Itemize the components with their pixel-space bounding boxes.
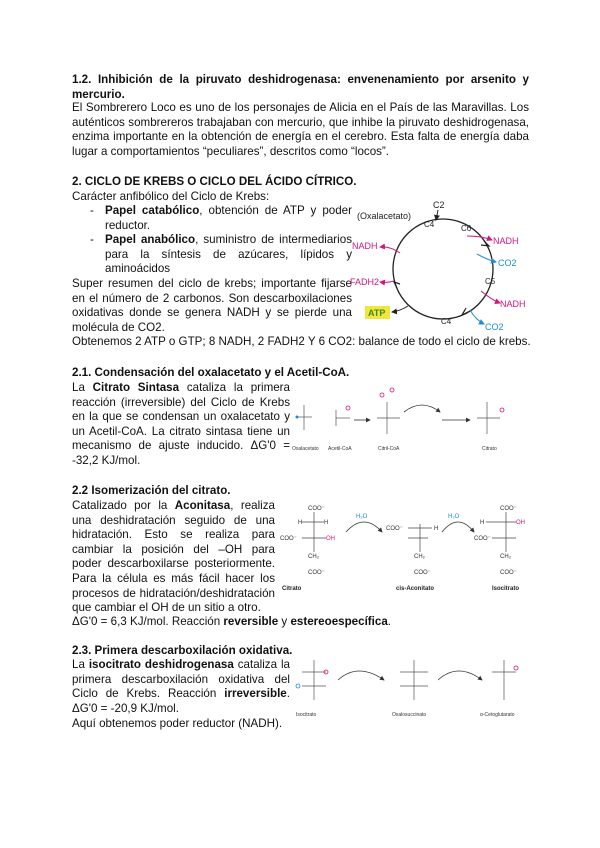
c5-label: C5 — [485, 277, 496, 286]
chem-label: COO⁻ — [474, 536, 491, 542]
chem-label: OH — [516, 520, 525, 526]
list-item: - Papel anabólico, suministro de intermediarios para la síntesis de azúcares, lípidos y aminoácidos — [90, 233, 352, 276]
section-2-1-body: La Citrato Sintasa cataliza la primera reacción (irreversible) del Ciclo de Krebs en la que se condensan un oxalacetato y un Acetil-CoA. La citrato sintasa tiene un mecanismo de ajuste inducido. ΔG'0 = -32,2 KJ/mol. — [72, 381, 290, 467]
section-2-2-title: 2.2 Isomerización del citrato. — [72, 484, 231, 497]
chem-label: CH₂ — [414, 554, 425, 560]
krebs-summary: Super resumen del ciclo de krebs; importante fijarse en el número de 2 carbonos. Son descarboxilaciones oxidativas donde se genera NADH y se pierde una molécula de CO2. — [72, 277, 352, 334]
section-2-3-title: 2.3. Primera descarboxilación oxidativa. — [72, 644, 293, 657]
c4b-label: C4 — [441, 317, 452, 326]
chem-label: Citrato — [282, 586, 302, 592]
atp-label: ATP — [368, 308, 386, 318]
cycle-circle — [393, 219, 493, 319]
chem-label: Oxalacetato — [292, 446, 319, 452]
section-2-1-title: 2.1. Condensación del oxalacetato y el Acetil-CoA. — [72, 366, 350, 379]
chem-label: α-Cetoglutarato — [480, 712, 515, 718]
chem-label: COO⁻ — [500, 506, 517, 512]
aconitase-reaction — [278, 500, 533, 595]
c4-label: C4 — [424, 220, 435, 229]
chem-label: H — [434, 526, 439, 532]
chem-label: cis-Aconitato — [396, 586, 435, 592]
chem-label: OH — [326, 536, 335, 542]
krebs-cycle-diagram — [350, 196, 536, 336]
chem-label: H — [298, 520, 303, 526]
chem-label: H — [480, 520, 485, 526]
chem-label: COO⁻ — [308, 570, 325, 576]
co2-label: CO2 — [485, 322, 504, 332]
section-2-intro: Carácter anfibólico del Ciclo de Krebs: — [72, 190, 270, 203]
chem-label: H₂O — [448, 514, 460, 520]
nadh-label: NADH — [352, 241, 378, 251]
chem-label: Oxalosuccinato — [392, 712, 427, 718]
isocitrate-dehydrogenase-reaction — [292, 650, 532, 720]
chem-label: H — [324, 520, 329, 526]
list-item: - Papel catabólico, obtención de ATP y poder reductor. — [90, 204, 352, 232]
chem-label: CH₂ — [308, 554, 319, 560]
chem-label: COO⁻ — [280, 536, 297, 542]
c2-label: C2 — [433, 200, 445, 210]
chem-label: Isocitrato — [492, 586, 520, 592]
section-1-2-title: 1.2. Inhibición de la piruvato deshidrogenasa: envenenamiento por arsenito y mercurio. — [72, 73, 529, 101]
c6-label: C6 — [461, 224, 472, 233]
section-2-title: 2. CICLO DE KREBS O CICLO DEL ÁCIDO CÍTRICO. — [72, 175, 357, 188]
chem-label: COO⁻ — [386, 526, 403, 532]
co2-label: CO2 — [498, 258, 517, 268]
section-2-3-body: La isocitrato deshidrogenasa cataliza la primera descarboxilación oxidativa del Ciclo de Krebs. Reacción irreversible. ΔG'0 = -20,9 KJ/mol. — [72, 658, 290, 715]
chem-label: Acetil-CoA — [328, 446, 352, 452]
chem-label: CH₂ — [500, 554, 511, 560]
section-2-3-note: Aquí obtenemos poder reductor (NADH). — [72, 717, 283, 730]
citrate-synthase-reaction — [292, 380, 532, 455]
section-2-2-energy: ΔG'0 = 6,3 KJ/mol. Reacción reversible y estereoespecífica. — [72, 615, 392, 628]
chem-label: Citril-CoA — [378, 446, 400, 452]
amphibolic-list — [72, 204, 352, 277]
chem-label: Isocitrato — [296, 712, 317, 718]
chem-label: COO⁻ — [308, 506, 325, 512]
chem-label: Citrato — [482, 446, 497, 452]
chem-label: H₂O — [356, 514, 368, 520]
chem-label: COO⁻ — [414, 570, 431, 576]
krebs-balance: Obtenemos 2 ATP o GTP; 8 NADH, 2 FADH2 Y 6 CO2: balance de todo el ciclo de krebs. — [72, 335, 531, 348]
nadh-label: NADH — [493, 236, 519, 246]
nadh-label: NADH — [500, 299, 526, 309]
chem-label: COO⁻ — [500, 570, 517, 576]
oxaloacetate-label: (Oxalacetato) — [357, 211, 412, 221]
section-2-2-body: Catalizado por la Aconitasa, realiza una deshidratación seguido de una hidratación. Esto se realiza para cambiar la posición del –OH para poder descarboxilarse posteriormente. Para la célula es más fácil hacer los procesos de hidratación/deshidratación que cambiar el OH de un sitio a otro. — [72, 499, 275, 615]
fadh2-label: FADH2 — [350, 277, 380, 287]
section-1-2-body: El Sombrerero Loco es uno de los personajes de Alicia en el País de las Maravillas. Los auténticos sombrereros trabajaban con mercurio, que inhibe la piruvato deshidrogenasa, enzima importante en la obtención de energía en el cerebro. Esta falta de energía daba lugar a comportamientos “peculiares”, descritos como “locos”. — [72, 101, 529, 158]
